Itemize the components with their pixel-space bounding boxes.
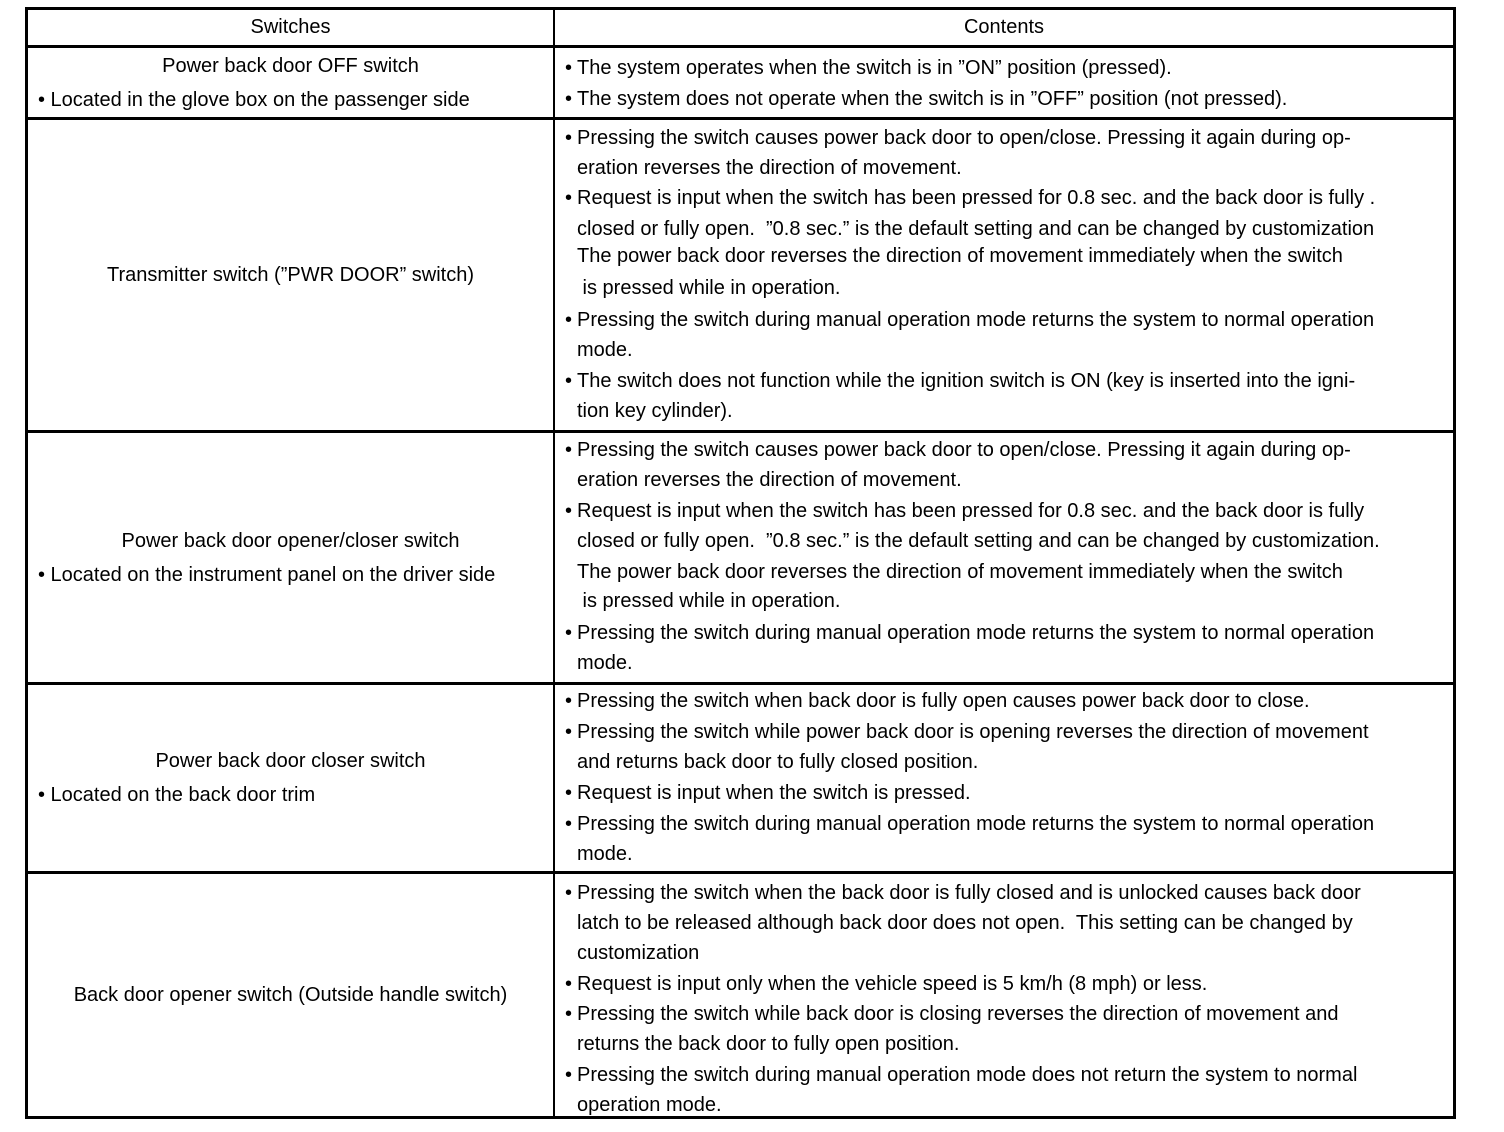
contents-cell xyxy=(555,874,1453,1116)
content-text: is pressed while in operation. xyxy=(577,590,841,612)
table-row xyxy=(28,433,1453,685)
bullet-dot: • xyxy=(565,57,573,79)
content-text: returns the back door to fully open position. xyxy=(577,1033,960,1055)
bullet-dot: • xyxy=(565,439,573,461)
content-text: Pressing the switch causes power back door to open/close. Pressing it again during op- xyxy=(577,127,1351,149)
switch-name: Power back door closer switch xyxy=(155,750,426,772)
bullet-dot: • xyxy=(565,813,573,835)
content-text: Pressing the switch during manual operation mode returns the system to normal operation xyxy=(577,813,1375,835)
content-text: Pressing the switch during manual operation mode does not return the system to normal xyxy=(577,1064,1358,1086)
bullet-dot: • xyxy=(565,1064,573,1086)
bullet-dot: • xyxy=(565,622,573,644)
switch-location: • Located on the instrument panel on the driver side xyxy=(38,563,496,586)
content-text: The power back door reverses the direction of movement immediately when the switch xyxy=(577,245,1343,267)
content-text: Request is input when the switch is pressed. xyxy=(577,782,971,804)
bullet-dot: • xyxy=(565,500,573,522)
switch-cell xyxy=(28,48,553,117)
content-text: mode. xyxy=(577,652,633,674)
switch-table xyxy=(25,7,1456,1119)
content-text: operation mode. xyxy=(577,1094,722,1116)
table-row xyxy=(28,120,1453,433)
content-text: Request is input when the switch has been pressed for 0.8 sec. and the back door is fully xyxy=(577,500,1365,522)
content-text: Pressing the switch during manual operation mode returns the system to normal operation xyxy=(577,622,1375,644)
table-row xyxy=(28,48,1453,120)
content-text: Pressing the switch causes power back door to open/close. Pressing it again during op- xyxy=(577,439,1351,461)
content-text: mode. xyxy=(577,843,633,865)
content-text: Request is input when the switch has been pressed for 0.8 sec. and the back door is fully . xyxy=(577,187,1376,209)
bullet-dot: • xyxy=(565,309,573,331)
content-text: Pressing the switch when back door is fully open causes power back door to close. xyxy=(577,690,1310,712)
switch-name: Power back door OFF switch xyxy=(162,54,419,77)
content-text: eration reverses the direction of movement. xyxy=(577,469,962,491)
table-row xyxy=(28,874,1453,1116)
switch-name: Transmitter switch (”PWR DOOR” switch) xyxy=(106,264,475,286)
content-text: is pressed while in operation. xyxy=(577,277,841,299)
switch-location: • Located in the glove box on the passenger side xyxy=(38,88,470,111)
switch-cell xyxy=(28,685,553,871)
switch-cell xyxy=(28,433,553,682)
content-text: The power back door reverses the direction of movement immediately when the switch xyxy=(577,561,1343,583)
content-text: The switch does not function while the ignition switch is ON (key is inserted into the igni- xyxy=(577,370,1356,392)
bullet-dot: • xyxy=(565,1003,573,1025)
content-text: mode. xyxy=(577,339,633,361)
content-text: closed or fully open. ”0.8 sec.” is the default setting and can be changed by customization. xyxy=(577,530,1380,552)
contents-cell xyxy=(555,48,1453,117)
contents-cell xyxy=(555,120,1453,430)
switch-location: • Located on the back door trim xyxy=(38,784,316,806)
bullet-dot: • xyxy=(565,370,573,392)
content-text: closed or fully open. ”0.8 sec.” is the default setting and can be changed by customization xyxy=(577,218,1375,240)
switch-name: Back door opener switch (Outside handle switch) xyxy=(73,984,508,1006)
bullet-dot: • xyxy=(565,782,573,804)
switch-cell xyxy=(28,874,553,1116)
content-text: Pressing the switch while power back door is opening reverses the direction of movement xyxy=(577,721,1369,743)
content-text: Pressing the switch during manual operation mode returns the system to normal operation xyxy=(577,309,1375,331)
bullet-dot: • xyxy=(565,882,573,904)
content-text: Pressing the switch while back door is closing reverses the direction of movement and xyxy=(577,1003,1339,1025)
bullet-dot: • xyxy=(565,973,573,995)
switch-name: Power back door opener/closer switch xyxy=(121,529,460,552)
contents-cell xyxy=(555,433,1453,682)
header-switches: Switches xyxy=(250,16,331,38)
content-text: tion key cylinder). xyxy=(577,400,733,422)
bullet-dot: • xyxy=(565,690,573,712)
content-text: Pressing the switch when the back door is fully closed and is unlocked causes back door xyxy=(577,882,1361,904)
content-text: and returns back door to fully closed position. xyxy=(577,751,979,773)
content-text: customization xyxy=(577,942,700,964)
content-text: The system does not operate when the switch is in ”OFF” position (not pressed). xyxy=(577,88,1288,110)
content-text: Request is input only when the vehicle speed is 5 km/h (8 mph) or less. xyxy=(577,973,1208,995)
bullet-dot: • xyxy=(565,187,573,209)
content-text: eration reverses the direction of movement. xyxy=(577,157,962,179)
switch-cell xyxy=(28,120,553,430)
content-text: latch to be released although back door does not open. This setting can be changed by xyxy=(577,912,1353,934)
bullet-dot: • xyxy=(565,127,573,149)
content-text: The system operates when the switch is in ”ON” position (pressed). xyxy=(577,57,1172,79)
contents-cell xyxy=(555,685,1453,871)
table-row xyxy=(28,685,1453,874)
table-header-row xyxy=(28,10,1453,48)
bullet-dot: • xyxy=(565,88,573,110)
header-contents: Contents xyxy=(963,16,1045,38)
bullet-dot: • xyxy=(565,721,573,743)
